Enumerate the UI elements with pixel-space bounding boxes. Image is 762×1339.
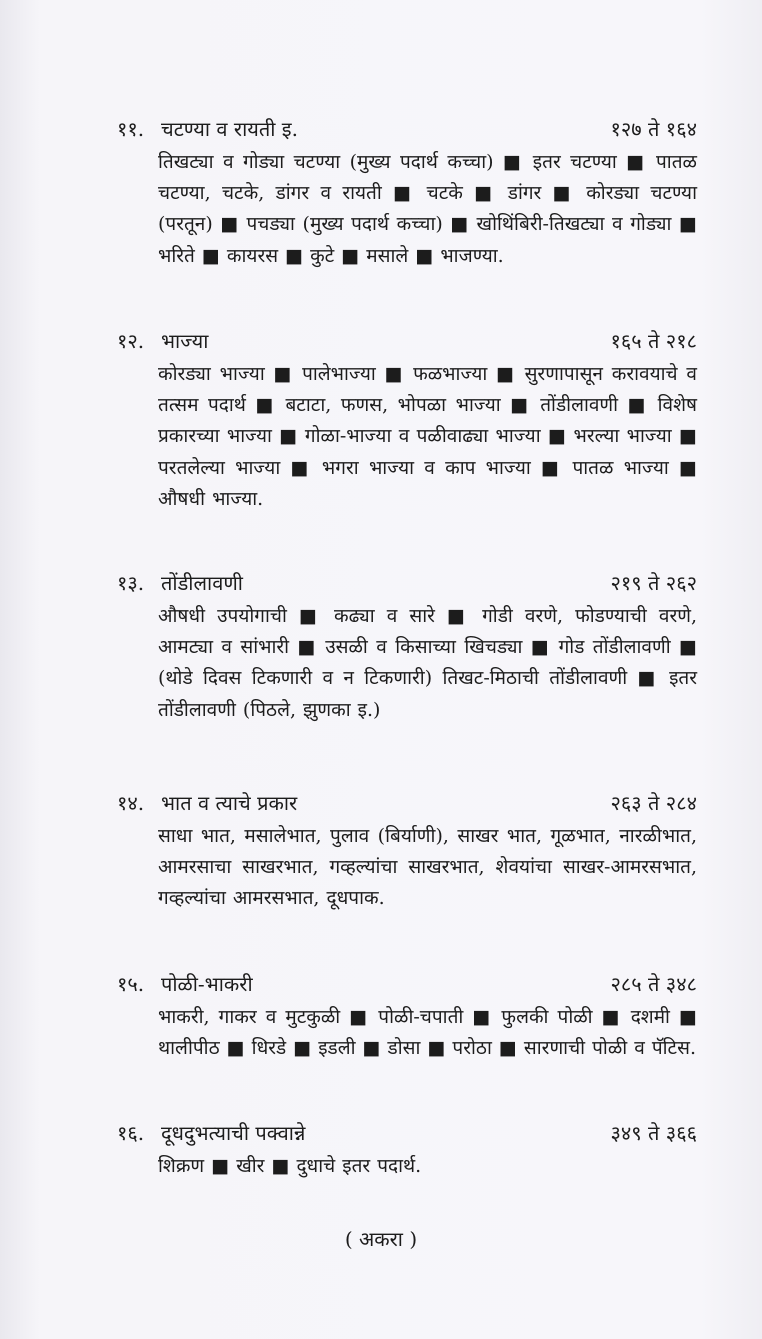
- entry-title: तोंडीलावणी: [161, 571, 243, 595]
- entry-contents: औषधी उपयोगाची ■ कढ्या व सारे ■ गोडी वरणे, फोडण्याची वरणे, आमट्या व सांभारी ■ उसळी व किसाच्या खिचड्या ■ गोड तोंडीलावणी ■ (थोडे दिवस टिकणारी व न टिकणारी) तिखट-मिठाची तोंडीलावणी ■ इतर तोंडीलावणी (पिठले, झुणका इ.): [158, 605, 697, 721]
- entry-title: भात व त्याचे प्रकार: [161, 791, 298, 815]
- toc-entry-11: [117, 111, 697, 272]
- entry-contents: साधा भात, मसालेभात, पुलाव (बिर्याणी), साखर भात, गूळभात, नारळीभात, आमरसाचा साखरभात, गव्हल्यांचा साखरभात, शेवयांचा साखर-आमरसभात, गव्हल्यांचा आमरसभात, दूधपाक.: [158, 825, 697, 910]
- entry-contents: कोरड्या भाज्या ■ पालेभाज्या ■ फळभाज्या ■ सुरणापासून करावयाचे व तत्सम पदार्थ ■ बटाटा, फणस, भोपळा भाज्या ■ तोंडीलावणी ■ विशेष प्रकारच्या भाज्या ■ गोळा-भाज्या व पळीवाढ्या भाज्या ■ भरल्या भाज्या ■ परतलेल्या भाज्या ■ भगरा भाज्या व काप भाज्या ■ पातळ भाज्या ■ औषधी भाज्या.: [158, 363, 697, 510]
- entry-number: १२.: [117, 329, 145, 353]
- entry-contents: शिक्रण ■ खीर ■ दुधाचे इतर पदार्थ.: [158, 1155, 422, 1177]
- toc-entry-15: [117, 966, 697, 1064]
- toc-entry-13: [117, 565, 697, 726]
- toc-entry-12: [117, 323, 697, 515]
- page-number-footer: ( अकरा ): [344, 1227, 418, 1251]
- entry-number: १६.: [117, 1121, 145, 1145]
- entry-title: भाज्या: [161, 329, 209, 353]
- entry-page-range: १६५ ते २१८: [610, 329, 697, 353]
- entry-title: चटण्या व रायती इ.: [161, 117, 298, 141]
- toc-entry-14: [117, 785, 697, 915]
- entry-contents: तिखट्या व गोड्या चटण्या (मुख्य पदार्थ कच्चा) ■ इतर चटण्या ■ पातळ चटण्या, चटके, डांगर व रायती ■ चटके ■ डांगर ■ कोरड्या चटण्या (परतून) ■ पचड्या (मुख्य पदार्थ कच्चा) ■ खोथिंबिरी-तिखट्या व गोड्या ■ भरिते ■ कायरस ■ कुटे ■ मसाले ■ भाजण्या.: [158, 151, 697, 267]
- entry-contents: भाकरी, गाकर व मुटकुळी ■ पोळी-चपाती ■ फुलकी पोळी ■ दशमी ■ थालीपीठ ■ धिरडे ■ इडली ■ डोसा ■ परोठा ■ सारणाची पोळी व पॅटिस.: [158, 1006, 697, 1060]
- toc-entry-16: [117, 1115, 697, 1182]
- entry-number: १५.: [117, 972, 145, 996]
- entry-number: १३.: [117, 571, 145, 595]
- entry-page-range: २६३ ते २८४: [610, 791, 697, 815]
- entry-page-range: २१९ ते २६२: [610, 571, 697, 595]
- entry-page-range: ३४९ ते ३६६: [610, 1121, 697, 1145]
- entry-number: १४.: [117, 791, 145, 815]
- entry-title: पोळी-भाकरी: [161, 972, 253, 996]
- entry-title: दूधदुभत्याची पक्वान्ने: [161, 1121, 306, 1145]
- entry-number: ११.: [117, 117, 145, 141]
- entry-page-range: १२७ ते १६४: [610, 117, 697, 141]
- entry-page-range: २८५ ते ३४८: [610, 972, 697, 996]
